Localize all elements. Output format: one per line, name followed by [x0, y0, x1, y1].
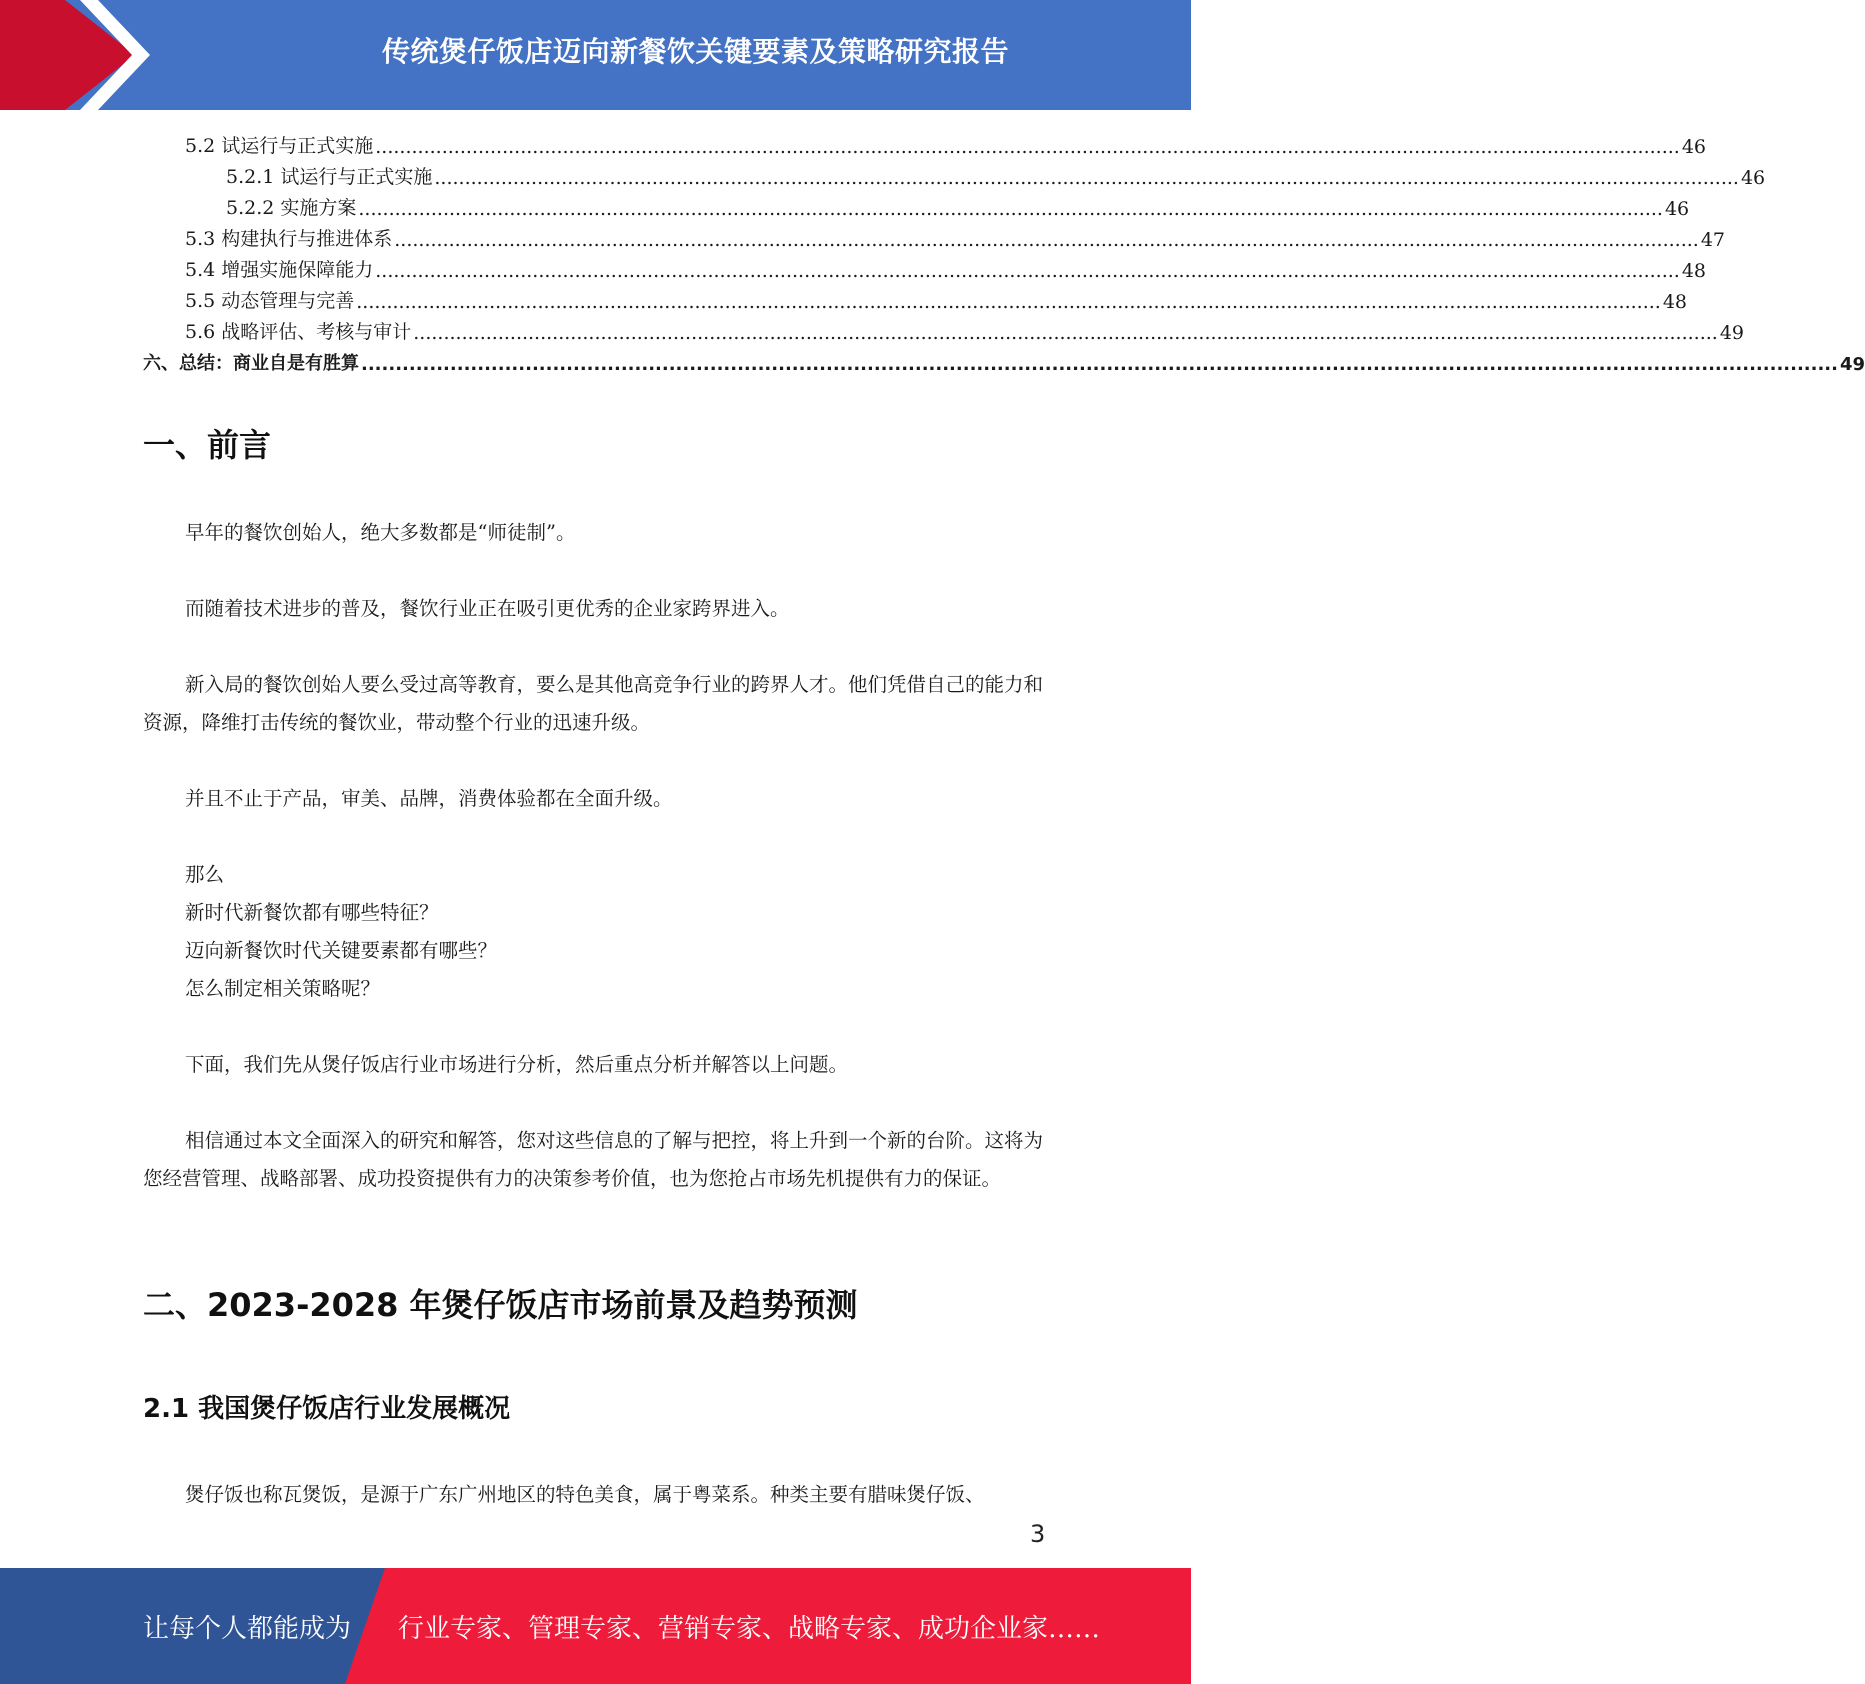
toc-entry-label: 5.5 动态管理与完善 — [185, 290, 355, 312]
paragraph: 而随着技术进步的普及，餐饮行业正在吸引更优秀的企业家跨界进入。 — [185, 597, 790, 620]
paragraph: 煲仔饭也称瓦煲饭，是源于广东广州地区的特色美食，属于粤菜系。种类主要有腊味煲仔饭、 — [185, 1483, 985, 1506]
toc-entry-label: 5.2.1 试运行与正式实施 — [226, 166, 433, 188]
toc-entry[interactable] — [143, 345, 1865, 375]
toc-leader-dots: ........................................................................................................................................................................................................................ — [356, 291, 1661, 313]
toc-leader-dots: ........................................................................................................................................................................................................................ — [375, 260, 1680, 282]
toc-leader-dots: ........................................................................................................................................................................................................................ — [358, 198, 1663, 220]
toc-entry[interactable] — [185, 283, 1687, 313]
toc-entry-page: 46 — [1681, 136, 1706, 158]
question-line: 迈向新餐饮时代关键要素都有哪些？ — [185, 939, 498, 962]
toc-entry-label: 六、总结：商业自是有胜算 — [143, 353, 359, 374]
toc-leader-dots: ........................................................................................................................................................................................................................ — [413, 322, 1718, 344]
toc-entry-page: 46 — [1664, 198, 1690, 220]
paragraph: 相信通过本文全面深入的研究和解答，您对这些信息的了解与把控，将上升到一个新的台阶。这将为您经营管理、战略部署、成功投资提供有力的决策参考价值，也为您抢占市场先机提供有力的保证。 — [143, 1129, 1044, 1190]
question-line: 新时代新餐饮都有哪些特征？ — [185, 901, 439, 924]
toc-entry[interactable] — [226, 159, 1766, 189]
toc-leader-dots: ........................................................................................................................................................................................................................ — [434, 167, 1739, 189]
toc-entry-page: 49 — [1719, 322, 1744, 344]
toc-entry-label: 5.2 试运行与正式实施 — [185, 135, 374, 157]
toc-entry-label: 5.4 增强实施保障能力 — [185, 259, 374, 281]
chevron-logo-icon — [0, 0, 160, 110]
page-number: 3 — [1030, 1520, 1046, 1548]
paragraph: 早年的餐饮创始人，绝大多数都是“师徒制”。 — [185, 521, 576, 544]
footer-banner — [0, 1568, 1191, 1684]
question-line: 怎么制定相关策略呢？ — [185, 977, 381, 1000]
toc-entry-label: 5.2.2 实施方案 — [226, 197, 357, 219]
toc-entry-page: 49 — [1839, 354, 1865, 375]
toc-entry-page: 48 — [1681, 260, 1706, 282]
footer-slogan-left: 让每个人都能成为 — [143, 1613, 352, 1644]
toc-entry-page: 47 — [1700, 229, 1725, 251]
toc-entry[interactable] — [185, 128, 1706, 158]
toc-leader-dots: ........................................................................................................................................................................................................................ — [394, 229, 1699, 251]
paragraph: 并且不止于产品，审美、品牌，消费体验都在全面升级。 — [185, 787, 673, 810]
toc-entry-page: 46 — [1740, 167, 1766, 189]
toc-entry-label: 5.3 构建执行与推进体系 — [185, 228, 393, 250]
toc-entry-label: 5.6 战略评估、考核与审计 — [185, 321, 412, 343]
toc-entry-page: 48 — [1662, 291, 1687, 313]
toc-entry[interactable] — [226, 190, 1690, 220]
toc-entry[interactable] — [185, 314, 1744, 344]
paragraph: 下面，我们先从煲仔饭店行业市场进行分析，然后重点分析并解答以上问题。 — [185, 1053, 849, 1076]
toc-entry[interactable] — [185, 252, 1706, 282]
toc-entry[interactable] — [185, 221, 1725, 251]
report-title: 传统煲仔饭店迈向新餐饮关键要素及策略研究报告 — [381, 35, 1009, 68]
section-heading-preface: 一、前言 — [143, 426, 272, 464]
section-heading-market-outlook: 二、2023-2028 年煲仔饭店市场前景及趋势预测 — [143, 1286, 858, 1324]
subsection-heading: 2.1 我国煲仔饭店行业发展概况 — [143, 1394, 511, 1424]
header-banner — [0, 0, 1191, 110]
question-line: 那么 — [185, 863, 225, 886]
toc-leader-dots: ........................................................................................................................................................................................................................ — [361, 354, 1838, 375]
footer-slogan-right: 行业专家、管理专家、营销专家、战略专家、成功企业家…… — [398, 1613, 1101, 1644]
paragraph: 新入局的餐饮创始人要么受过高等教育，要么是其他高竞争行业的跨界人才。他们凭借自己的能力和资源，降维打击传统的餐饮业，带动整个行业的迅速升级。 — [143, 673, 1044, 734]
toc-leader-dots: ........................................................................................................................................................................................................................ — [375, 136, 1680, 158]
